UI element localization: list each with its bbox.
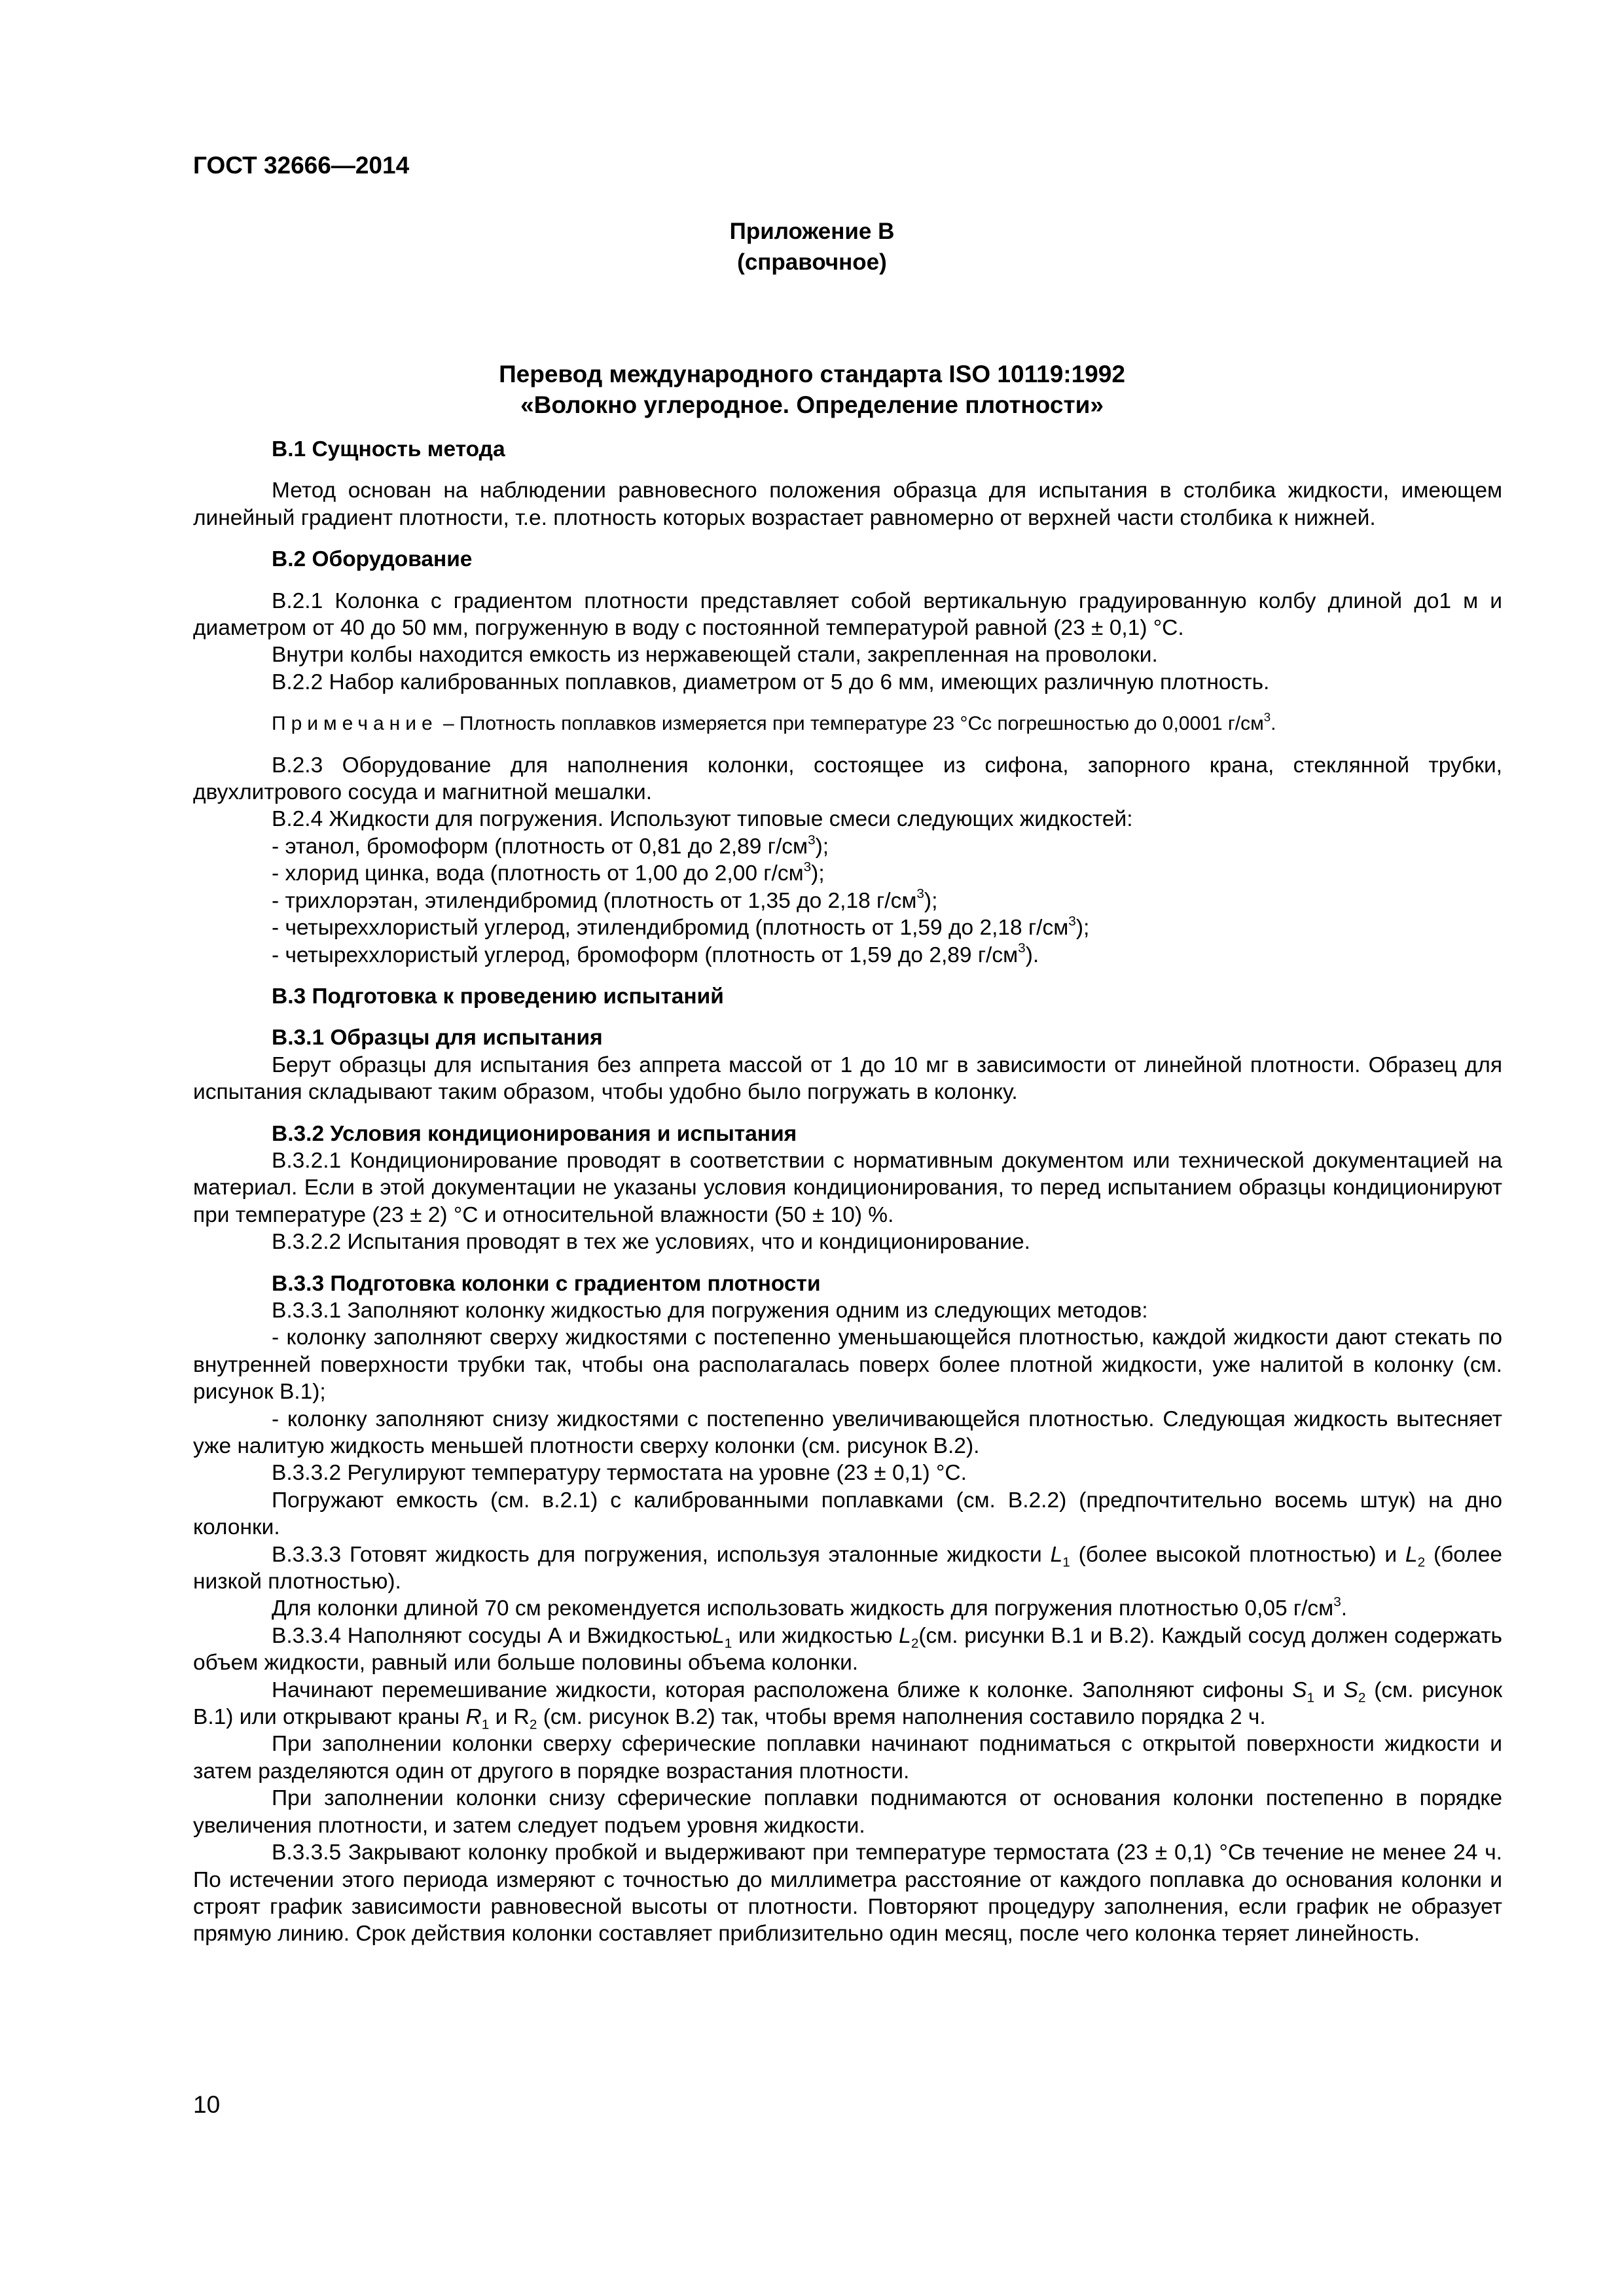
list-item: - четыреххлористый углерод, этилендибромид (плотность от 1,59 до 2,18 $г/см^3$); [272,913,1090,941]
note-text: Плотность поплавков измеряется при температуре 23 °Сс погрешностью до 0,0001 г/см [460,713,1264,735]
paragraph-b3-3-1-a: - колонку заполняют сверху жидкостями с постепенно уменьшающейся плотностью, каждой жидкости дают стекать по внутренней поверхности трубки так, чтобы она располагалась поверх более плотной жидкости, уже налитой в колонку (см. рисунок В.1); [193,1325,1502,1405]
title-line-2: «Волокно углеродное. Определение плотности» [520,391,1104,418]
subsection-heading-b3-1: В.3.1 Образцы для испытания [272,1026,603,1050]
document-id: ГОСТ 32666—2014 [193,152,410,179]
list-item: - этанол, бромоформ (плотность от 0,81 до 2,89 $г/см^3$); [272,832,829,859]
title-line-1: Перевод международного стандарта ISO 10119:1992 [499,361,1125,387]
paragraph-b3-3-2: В.3.3.2 Регулируют температуру термостата на уровне (23 ± 0,1) °С. [272,1461,967,1486]
paragraph-b3-3-4-b: Начинают перемешивание жидкости, которая расположена ближе к колонке. Заполняют сифоны $S_1$ и $S_2$ (см. рисунок В.1) или открывают краны $R_1$ и $R_2$ (см. рисунок В.2) так, чтобы время наполнения составило порядка 2 ч. [193,1677,1502,1732]
list-item: - трихлорэтан, этилендибромид (плотность от 1,35 до 2,18 $г/см^3$); [272,886,938,913]
paragraph-b3-3-3: В.3.3.3 Готовят жидкость для погружения, используя эталонные жидкости $L_1$ (более высокой плотностью) и $L_2$ (более низкой плотностью). [193,1542,1502,1594]
document-title [0,359,1624,420]
paragraph-b3-1: Берут образцы для испытания без аппрета массой от 1 до 10 мг в зависимости от линейной плотности. Образец для испытания складывают таким образом, чтобы удобно было погружать в колонку. [193,1052,1502,1105]
paragraph-b3-3-4-c: При заполнении колонки сверху сферические поплавки начинают подниматься с открытой поверхности жидкости и затем разделяются один от другого в порядке возрастания плотности. [193,1732,1502,1784]
section-heading-b3: В.3 Подготовка к проведению испытаний [272,984,724,1009]
paragraph-b3-3-4: В.3.3.4 Наполняют сосуды А и ВжидкостьюL$_1$ или жидкостью $L_2(см$. рисунки В.1 и В.2). Каждый сосуд должен содержать объем жидкости, равный или больше половины объема колонки. [193,1623,1502,1676]
paragraph-b2-1-cont: Внутри колбы находится емкость из нержавеющей стали, закрепленная на проволоки. [272,643,1158,668]
paragraph-b1: Метод основан на наблюдении равновесного положения образца для испытания в столбика жидкости, имеющем линейный градиент плотности, т.е. плотность которых возрастает равномерно от верхней части столбика к нижней. [193,478,1502,530]
paragraph-b3-3-3-b: Для колонки длиной 70 см рекомендуется использовать жидкость для погружения плотностью 0,05 $г/см^3$. [272,1594,1348,1621]
paragraph-b3-3-5: В.3.3.5 Закрывают колонку пробкой и выдерживают при температуре термостата (23 ± 0,1) °Св течение не менее 24 ч. По истечении этого периода измеряют с точностью до миллиметра расстояние от каждого поплавка до основания колонки и строят график зависимости равновесной высоты от плотности. Повторяют процедуру заполнения, если график не образует прямую линию. Срок действия колонки составляет приблизительно один месяц, после чего колонка теряет линейность. [193,1840,1502,1946]
page-number: 10 [193,2091,221,2118]
subsection-heading-b3-2: В.3.2 Условия кондиционирования и испытания [272,1121,797,1146]
list-item: - четыреххлористый углерод, бромоформ (плотность от 1,59 до 2,89 $г/см^3$). [272,941,1039,967]
paragraph-b2-1: В.2.1 Колонка с градиентом плотности представляет собой вертикальную градуированную колбу длиной до1 м и диаметром от 40 до 50 мм, погруженную в воду с постоянной температурой равной (23 ± 0,1) °С. [193,588,1502,641]
paragraph-b3-3-1: В.3.3.1 Заполняют колонку жидкостью для погружения одним из следующих методов: [272,1298,1148,1323]
paragraph-b3-3-1-b: - колонку заполняют снизу жидкостями с постепенно увеличивающейся плотностью. Следующая жидкость вытесняет уже налитую жидкость меньшей плотности сверху колонки (см. рисунок В.2). [193,1407,1502,1458]
paragraph-b3-2-2: В.3.2.2 Испытания проводят в тех же условиях, что и кондиционирование. [272,1230,1030,1255]
note-end: . [1271,713,1276,735]
subsection-heading-b3-3: В.3.3 Подготовка колонки с градиентом плотности [272,1271,821,1296]
appendix-label: Приложение В [729,219,895,244]
note-sup: 3 [1263,710,1271,725]
note-label: Примечание [272,713,438,735]
paragraph-b3-3-4-d: При заполнении колонки снизу сферические поплавки поднимаются от основания колонки постепенно в порядке увеличения плотности, и затем следует подъем уровня жидкости. [193,1786,1502,1838]
note [193,710,1502,737]
section-heading-b1: В.1 Сущность метода [272,437,505,461]
note-dash: – [437,713,460,735]
paragraph-b3-2-1: В.3.2.1 Кондиционирование проводят в соответствии с нормативным документом или технической документацией на материал. Если в этой документации не указаны условия кондиционирования, то перед испытанием образцы кондиционируют при температуре (23 ± 2) °С и относительной влажности (50 ± 10) %. [193,1148,1502,1227]
paragraph-b2-4: В.2.4 Жидкости для погружения. Используют типовые смеси следующих жидкостей: [272,807,1133,832]
document-body [193,436,1502,1948]
paragraph-b2-3: В.2.3 Оборудование для наполнения колонки, состоящее из сифона, запорного крана, стеклянной трубки, двухлитрового сосуда и магнитной мешалки. [193,753,1502,805]
section-heading-b2: В.2 Оборудование [272,547,473,572]
appendix-heading [0,216,1624,278]
paragraph-b2-2: В.2.2 Набор калиброванных поплавков, диаметром от 5 до 6 мм, имеющих различную плотность. [272,670,1270,694]
paragraph-b3-3-2-b: Погружают емкость (см. в.2.1) с калиброванными поплавками (см. В.2.2) (предпочтительно восемь штук) на дно колонки. [193,1488,1502,1540]
list-item: - хлорид цинка, вода (плотность от 1,00 до 2,00 $г/см^3$); [272,859,825,886]
appendix-type: (справочное) [737,249,887,275]
